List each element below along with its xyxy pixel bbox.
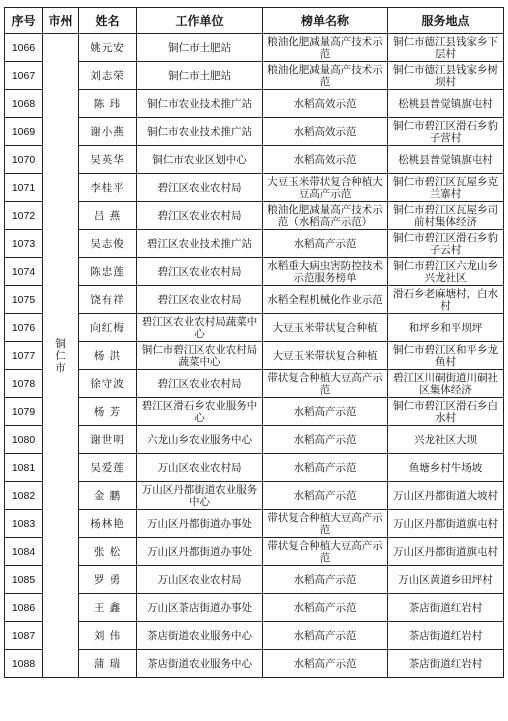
cell-place: 铜仁市碧江区滑石乡豹子云村 [388, 230, 504, 258]
cell-place: 兴龙社区大坝 [388, 426, 504, 454]
cell-place: 铜仁市碧江区滑石乡白水村 [388, 398, 504, 426]
cell-unit: 碧江区滑石乡农业服务中心 [137, 398, 263, 426]
table-row [5, 482, 504, 510]
cell-place: 铜仁市碧江区瓦屋乡司前村集体经济 [388, 202, 504, 230]
cell-unit: 铜仁市碧江区农业农村局蔬菜中心 [137, 342, 263, 370]
cell-name: 杨 芳 [79, 398, 137, 426]
table-row [5, 398, 504, 426]
cell-seq: 1078 [5, 370, 43, 398]
cell-unit: 碧江区农业农村局蔬菜中心 [137, 314, 263, 342]
cell-unit: 万山区丹都街道办事处 [137, 510, 263, 538]
cell-list: 水稻高产示范 [263, 622, 388, 650]
header-place: 服务地点 [388, 8, 504, 34]
table-row [5, 62, 504, 90]
cell-seq: 1080 [5, 426, 43, 454]
cell-list: 水稻高效示范 [263, 90, 388, 118]
table-row [5, 258, 504, 286]
cell-name: 罗 勇 [79, 566, 137, 594]
cell-list: 带状复合种植大豆高产示范 [263, 538, 388, 566]
cell-seq: 1076 [5, 314, 43, 342]
cell-list: 大豆玉米带状复合种植 [263, 314, 388, 342]
cell-list: 水稻高产示范 [263, 566, 388, 594]
cell-list: 粮油化肥减量高产技术示范（水稻高产示范） [263, 202, 388, 230]
cell-seq: 1088 [5, 650, 43, 678]
cell-name: 杨林艳 [79, 510, 137, 538]
cell-place: 松桃县普觉镇旗屯村 [388, 90, 504, 118]
header-list: 榜单名称 [263, 8, 388, 34]
cell-seq: 1082 [5, 482, 43, 510]
cell-seq: 1085 [5, 566, 43, 594]
city-label: 铜仁市 [55, 337, 66, 374]
table-row [5, 314, 504, 342]
cell-name: 谢世明 [79, 426, 137, 454]
cell-place: 万山区丹都街道旗屯村 [388, 510, 504, 538]
cell-unit: 万山区茶店街道办事处 [137, 594, 263, 622]
cell-seq: 1074 [5, 258, 43, 286]
cell-place: 铜仁市碧江区六龙山乡兴龙社区 [388, 258, 504, 286]
cell-name: 谢小燕 [79, 118, 137, 146]
cell-list: 带状复合种植大豆高产示范 [263, 510, 388, 538]
cell-list: 水稻高产示范 [263, 482, 388, 510]
cell-unit: 茶店街道农业服务中心 [137, 650, 263, 678]
cell-place: 铜仁市碧江区瓦屋乡克兰寨村 [388, 174, 504, 202]
cell-unit: 铜仁市土肥站 [137, 62, 263, 90]
cell-name: 王 鑫 [79, 594, 137, 622]
table-row [5, 118, 504, 146]
cell-unit: 铜仁市土肥站 [137, 34, 263, 62]
cell-place: 万山区丹都街道旗屯村 [388, 538, 504, 566]
cell-unit: 万山区农业农村局 [137, 566, 263, 594]
cell-place: 万山区丹都街道大坡村 [388, 482, 504, 510]
cell-place: 茶店街道红岩村 [388, 594, 504, 622]
cell-name: 刘志荣 [79, 62, 137, 90]
cell-place: 铜仁市碧江区和平乡龙鱼村 [388, 342, 504, 370]
cell-place: 松桃县普觉镇旗屯村 [388, 146, 504, 174]
table-row [5, 174, 504, 202]
cell-seq: 1075 [5, 286, 43, 314]
table-row [5, 286, 504, 314]
table-row [5, 622, 504, 650]
cell-seq: 1070 [5, 146, 43, 174]
cell-seq: 1077 [5, 342, 43, 370]
cell-unit: 铜仁市农业技术推广站 [137, 118, 263, 146]
cell-place: 铜仁市德江县钱家乡下层村 [388, 34, 504, 62]
cell-place: 碧江区川硐街道川硐社区集体经济 [388, 370, 504, 398]
cell-unit: 茶店街道农业服务中心 [137, 622, 263, 650]
cell-seq: 1081 [5, 454, 43, 482]
cell-unit: 碧江区农业农村局 [137, 258, 263, 286]
cell-list: 水稻高效示范 [263, 146, 388, 174]
cell-seq: 1067 [5, 62, 43, 90]
cell-seq: 1079 [5, 398, 43, 426]
table-row [5, 34, 504, 62]
cell-place: 万山区黄道乡田坪村 [388, 566, 504, 594]
cell-name: 徐守波 [79, 370, 137, 398]
cell-list: 粮油化肥减量高产技术示范 [263, 34, 388, 62]
cell-list: 水稻高产示范 [263, 426, 388, 454]
cell-seq: 1084 [5, 538, 43, 566]
cell-place: 铜仁市碧江区滑石乡豹子营村 [388, 118, 504, 146]
cell-seq: 1071 [5, 174, 43, 202]
cell-seq: 1087 [5, 622, 43, 650]
table-row [5, 650, 504, 678]
cell-seq: 1072 [5, 202, 43, 230]
table-row [5, 370, 504, 398]
cell-name: 饶有祥 [79, 286, 137, 314]
table-header-row [5, 8, 504, 34]
cell-unit: 万山区丹都街道农业服务中心 [137, 482, 263, 510]
cell-list: 水稻高效示范 [263, 118, 388, 146]
cell-seq: 1083 [5, 510, 43, 538]
table-row [5, 202, 504, 230]
cell-seq: 1086 [5, 594, 43, 622]
cell-place: 和坪乡和平坝坪 [388, 314, 504, 342]
cell-unit: 铜仁市农业技术推广站 [137, 90, 263, 118]
table-row [5, 454, 504, 482]
cell-list: 粮油化肥减量高产技术示范 [263, 62, 388, 90]
cell-name: 向红梅 [79, 314, 137, 342]
cell-unit: 碧江区农业农村局 [137, 202, 263, 230]
cell-name: 陈忠莲 [79, 258, 137, 286]
cell-list: 大豆玉米带状复合种植 [263, 342, 388, 370]
table-row [5, 230, 504, 258]
cell-name: 陈 玮 [79, 90, 137, 118]
cell-list: 水稻高产示范 [263, 594, 388, 622]
cell-unit: 六龙山乡农业服务中心 [137, 426, 263, 454]
cell-place: 滑石乡老麻塘村，白水村 [388, 286, 504, 314]
cell-name: 蒲 瑞 [79, 650, 137, 678]
table-row [5, 510, 504, 538]
table-row [5, 146, 504, 174]
award-list-table [4, 7, 504, 678]
cell-place: 鱼塘乡村牛场坡 [388, 454, 504, 482]
cell-seq: 1066 [5, 34, 43, 62]
cell-name: 姚元安 [79, 34, 137, 62]
cell-list: 水稻高产示范 [263, 650, 388, 678]
header-unit: 工作单位 [137, 8, 263, 34]
table-row [5, 426, 504, 454]
cell-name: 张 松 [79, 538, 137, 566]
cell-name: 杨 洪 [79, 342, 137, 370]
cell-unit: 万山区丹都街道办事处 [137, 538, 263, 566]
cell-unit: 碧江区农业农村局 [137, 370, 263, 398]
cell-list: 水稻高产示范 [263, 398, 388, 426]
cell-list: 水稻重大病虫害防控技术示范服务榜单 [263, 258, 388, 286]
cell-list: 大豆玉米带状复合种植大豆高产示范 [263, 174, 388, 202]
cell-list: 带状复合种植大豆高产示范 [263, 370, 388, 398]
cell-unit: 碧江区农业农村局 [137, 174, 263, 202]
cell-list: 水稻全程机械化作业示范 [263, 286, 388, 314]
cell-place: 茶店街道红岩村 [388, 622, 504, 650]
header-seq: 序号 [5, 8, 43, 34]
cell-unit: 万山区农业农村局 [137, 454, 263, 482]
cell-name: 吴志俊 [79, 230, 137, 258]
cell-seq: 1068 [5, 90, 43, 118]
cell-name: 吴英华 [79, 146, 137, 174]
table-row [5, 342, 504, 370]
cell-name: 李桂平 [79, 174, 137, 202]
table-row [5, 90, 504, 118]
cell-city [43, 34, 79, 678]
header-name: 姓名 [79, 8, 137, 34]
cell-place: 茶店街道红岩村 [388, 650, 504, 678]
cell-place: 铜仁市德江县钱家乡树坝村 [388, 62, 504, 90]
cell-seq: 1069 [5, 118, 43, 146]
cell-list: 水稻高产示范 [263, 230, 388, 258]
table-row [5, 594, 504, 622]
table-row [5, 566, 504, 594]
cell-seq: 1073 [5, 230, 43, 258]
table-row [5, 538, 504, 566]
cell-list: 水稻高产示范 [263, 454, 388, 482]
cell-name: 金 鹏 [79, 482, 137, 510]
cell-unit: 铜仁市农业区划中心 [137, 146, 263, 174]
cell-unit: 碧江区农业农村局 [137, 286, 263, 314]
cell-name: 吴爱莲 [79, 454, 137, 482]
cell-name: 刘 伟 [79, 622, 137, 650]
cell-unit: 碧江区农业技术推广站 [137, 230, 263, 258]
cell-name: 吕 燕 [79, 202, 137, 230]
header-city: 市州 [43, 8, 79, 34]
